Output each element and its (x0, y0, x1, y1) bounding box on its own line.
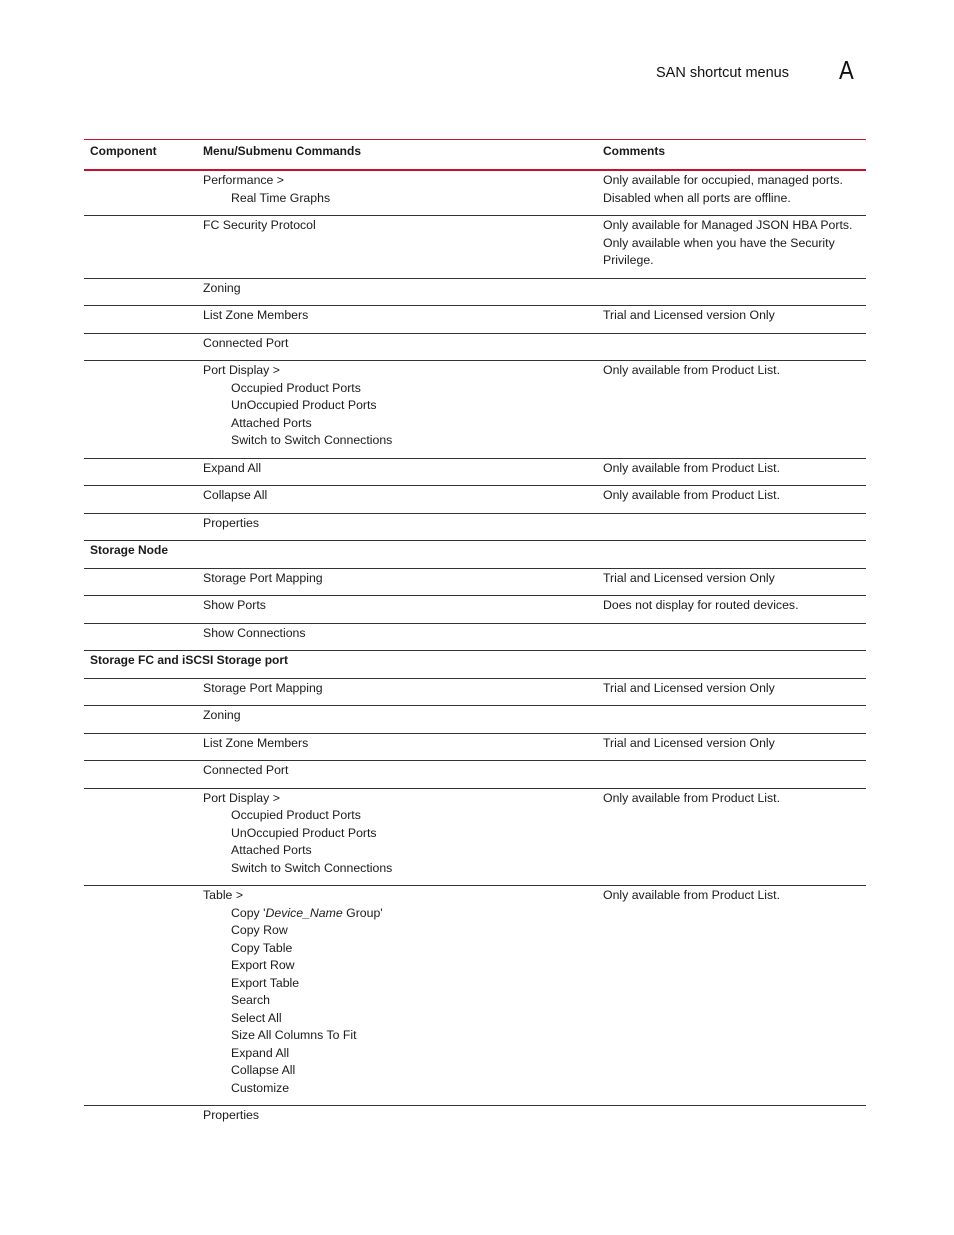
comment-cell (597, 335, 866, 353)
command-cell (197, 570, 597, 588)
component-cell (84, 790, 197, 878)
menu-command: Port Display > (203, 790, 280, 805)
comment-line: Only available when you have the Security (603, 235, 835, 250)
table-section-row (84, 651, 866, 679)
command-cell (197, 307, 597, 325)
component-cell (84, 570, 197, 588)
menu-command: Collapse All (203, 488, 268, 502)
menu-command: Storage Port Mapping (203, 570, 323, 585)
table-row (84, 706, 866, 734)
component-cell (84, 735, 197, 753)
comment-cell (597, 680, 866, 698)
menu-command: Properties (203, 1108, 260, 1122)
comment-line: Privilege. (603, 253, 654, 267)
component-cell (84, 762, 197, 780)
table-header (84, 140, 866, 171)
component-cell (84, 172, 197, 207)
comment-line: Trial and Licensed version Only (603, 735, 775, 750)
command-cell (197, 335, 597, 353)
table-row (84, 279, 866, 307)
comment-cell (597, 217, 866, 270)
submenu-command: Select All (231, 1010, 282, 1025)
component-cell (84, 280, 197, 298)
submenu-command: Size All Columns To Fit (231, 1028, 357, 1042)
table-section-row (84, 541, 866, 569)
submenu-command: Copy Table (231, 940, 293, 955)
table-row (84, 334, 866, 362)
comment-cell (597, 1107, 866, 1125)
page-header-title: SAN shortcut menus (656, 65, 789, 81)
comment-cell (597, 570, 866, 588)
table-row (84, 679, 866, 707)
command-cell (197, 887, 597, 1097)
table-row (84, 459, 866, 487)
command-cell (197, 217, 597, 270)
submenu-command: Switch to Switch Connections (231, 860, 393, 875)
submenu-command: Collapse All (231, 1063, 296, 1077)
menu-command: Properties (203, 515, 260, 530)
menu-command: Table > (203, 888, 243, 902)
submenu-command: Real Time Graphs (231, 190, 331, 205)
submenu-command: Expand All (231, 1045, 290, 1060)
component-cell (84, 625, 197, 643)
comment-cell (597, 625, 866, 643)
column-header-commands: Menu/Submenu Commands (203, 144, 362, 158)
comment-cell (597, 735, 866, 753)
component-cell (84, 515, 197, 533)
menu-command: Zoning (203, 708, 241, 722)
comment-cell (597, 280, 866, 298)
command-cell (197, 362, 597, 450)
table-body (84, 171, 866, 1133)
submenu-command: Export Table (231, 975, 300, 990)
submenu-command: Occupied Product Ports (231, 808, 361, 822)
comment-cell (597, 887, 866, 1097)
comment-line: Disabled when all ports are offline. (603, 190, 791, 205)
comment-cell (597, 460, 866, 478)
table-row (84, 1106, 866, 1133)
submenu-command: UnOccupied Product Ports (231, 825, 377, 840)
command-cell (197, 487, 597, 505)
menu-command: List Zone Members (203, 308, 309, 322)
menu-command: FC Security Protocol (203, 218, 316, 232)
command-cell (197, 707, 597, 725)
submenu-command: UnOccupied Product Ports (231, 398, 377, 412)
table-row (84, 734, 866, 762)
table-row (84, 596, 866, 624)
column-header-comments: Comments (603, 144, 666, 158)
table-row (84, 216, 866, 279)
command-cell (197, 735, 597, 753)
menu-command: Zoning (203, 280, 241, 295)
table-row (84, 569, 866, 597)
command-cell (197, 280, 597, 298)
table-row (84, 514, 866, 542)
table-row (84, 361, 866, 459)
menu-command: Performance > (203, 173, 284, 187)
table-row (84, 789, 866, 887)
comment-cell (597, 515, 866, 533)
component-cell (84, 707, 197, 725)
submenu-command: Export Row (231, 958, 295, 972)
component-cell (84, 887, 197, 1097)
menu-command: Connected Port (203, 335, 289, 350)
command-cell (197, 625, 597, 643)
submenu-command: Occupied Product Ports (231, 380, 361, 395)
table-row (84, 761, 866, 789)
command-cell (197, 680, 597, 698)
comment-cell (597, 790, 866, 878)
component-cell (84, 307, 197, 325)
menu-command: Expand All (203, 460, 262, 475)
submenu-command: Customize (231, 1080, 290, 1095)
appendix-letter: A (839, 55, 854, 85)
command-cell (197, 515, 597, 533)
component-cell (84, 335, 197, 353)
submenu-command: Attached Ports (231, 415, 312, 430)
comment-line: Only available for Managed JSON HBA Ports. (603, 218, 853, 232)
comment-cell (597, 307, 866, 325)
table-row (84, 624, 866, 652)
component-cell (84, 487, 197, 505)
menu-command: List Zone Members (203, 735, 309, 750)
comment-line: Only available from Product List. (603, 790, 781, 805)
menu-command: Port Display > (203, 363, 280, 377)
comment-line: Trial and Licensed version Only (603, 570, 775, 585)
device-name-placeholder: Device_Name (265, 905, 343, 920)
submenu-command: Copy Row (231, 923, 288, 937)
submenu-command: Search (231, 993, 270, 1007)
menu-command: Show Ports (203, 598, 266, 612)
comment-cell (597, 597, 866, 615)
command-cell (197, 790, 597, 878)
command-cell (197, 172, 597, 207)
comment-line: Only available from Product List. (603, 363, 781, 377)
table-row (84, 486, 866, 514)
comment-line: Does not display for routed devices. (603, 598, 799, 612)
table-row (84, 171, 866, 216)
component-cell (84, 217, 197, 270)
comment-cell (597, 762, 866, 780)
comment-line: Trial and Licensed version Only (603, 308, 775, 322)
comment-line: Only available from Product List. (603, 460, 781, 475)
comment-line: Only available from Product List. (603, 888, 781, 902)
menu-command: Show Connections (203, 625, 306, 640)
shortcut-menu-table (84, 139, 866, 1133)
command-cell (197, 460, 597, 478)
submenu-command: Copy 'Device_Name Group' (231, 905, 383, 920)
component-cell: Storage Node (90, 543, 169, 557)
component-cell (84, 460, 197, 478)
comment-line: Only available from Product List. (603, 488, 781, 502)
component-cell (84, 1107, 197, 1125)
menu-command: Storage Port Mapping (203, 680, 323, 695)
comment-cell (597, 707, 866, 725)
comment-cell (597, 362, 866, 450)
table-row (84, 306, 866, 334)
menu-command: Connected Port (203, 763, 289, 777)
component-cell (84, 680, 197, 698)
command-cell (197, 762, 597, 780)
command-cell (197, 1107, 597, 1125)
component-cell: Storage FC and iSCSI Storage port (90, 653, 289, 667)
submenu-command: Attached Ports (231, 843, 312, 857)
comment-cell (597, 172, 866, 207)
comment-line: Trial and Licensed version Only (603, 680, 775, 695)
comment-line: Only available for occupied, managed ports. (603, 173, 843, 187)
command-cell (197, 597, 597, 615)
comment-cell (597, 487, 866, 505)
table-row (84, 886, 866, 1106)
component-cell (84, 362, 197, 450)
submenu-command: Switch to Switch Connections (231, 433, 393, 447)
component-cell (84, 597, 197, 615)
column-header-component: Component (90, 144, 157, 158)
